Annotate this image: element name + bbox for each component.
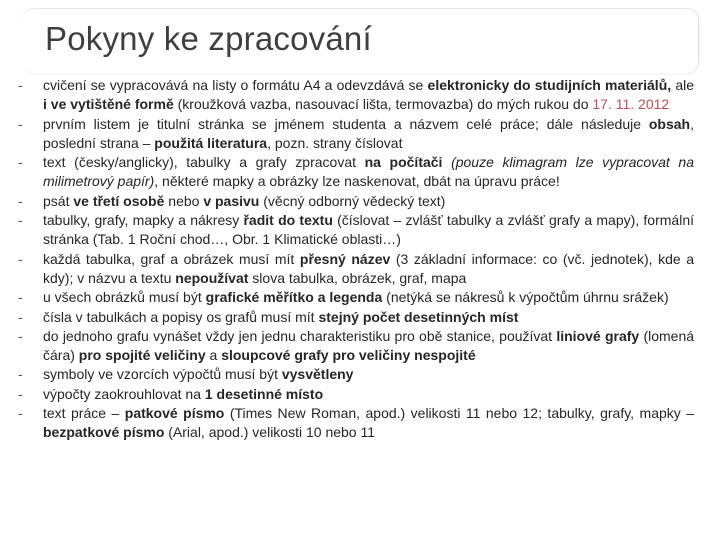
- bullet-text: každá tabulka, graf a obrázek musí mít: [43, 250, 300, 267]
- bullet-marker: -: [18, 308, 23, 325]
- bullet-marker: -: [18, 327, 23, 344]
- bullet-text: nebo: [164, 192, 204, 209]
- bullet-marker: -: [18, 289, 23, 306]
- bullet-item: [18, 115, 694, 154]
- bullet-text: , pozn. strany číslovat: [267, 134, 403, 151]
- bold-text: 1 desetinné místo: [204, 385, 324, 402]
- bullet-text: slova tabulka, obrázek, graf, mapa: [248, 269, 467, 286]
- bullet-text: prvním listem je titulní stránka se jménem studenta a názvem celé práce; dále následuje: [43, 115, 649, 132]
- bullet-text: výpočty zaokrouhlovat na: [43, 385, 205, 402]
- bullet-item: [18, 308, 694, 327]
- bold-text: obsah: [648, 115, 691, 132]
- bullet-text: , poslední strana –: [43, 115, 694, 151]
- bullet-marker: -: [18, 405, 23, 422]
- bold-text: stejný počet desetinných míst: [318, 308, 519, 325]
- bold-text: řadit do textu: [243, 212, 333, 229]
- bullet-text: (číslovat – zvlášť tabulky a zvlášť grafy a mapy), formální stránka (Tab. 1 Roční chod…, Obr. 1 Klimatické oblasti…): [43, 212, 694, 248]
- bullet-text: [442, 154, 451, 170]
- bullet-text: symboly ve vzorcích výpočtů musí být: [43, 366, 282, 383]
- bold-text: patkové písmo: [124, 405, 225, 422]
- bullet-text: psát: [43, 192, 74, 209]
- bullet-text: tabulky, grafy, mapky a nákresy: [43, 212, 244, 229]
- bullet-text: , některé mapky a obrázky lze naskenovat, dbát na úpravu práce!: [154, 173, 560, 190]
- bullet-item: [18, 404, 694, 443]
- bullet-item: [18, 192, 694, 211]
- bold-text: elektronicky do studijních materiálů,: [427, 77, 672, 93]
- bullet-list: [18, 76, 694, 443]
- italic-text: (pouze klimagram lze vypracovat na milimetrový papír): [43, 154, 694, 190]
- bold-text: i ve vytištěné formě: [43, 96, 174, 113]
- bullet-text: 17. 11. 2012: [592, 96, 670, 113]
- bold-text: sloupcové grafy pro veličiny nespojité: [221, 347, 476, 364]
- bullet-item: [18, 250, 694, 289]
- bullet-text: (věcný odborný vědecký text): [259, 192, 446, 209]
- bold-text: nepoužívat: [175, 269, 249, 286]
- bullet-item: [18, 76, 694, 115]
- bold-text: bezpatkové písmo: [43, 424, 165, 441]
- bullet-text: do jednoho grafu vynášet vždy jen jednu charakteristiku pro obě stanice, používat: [43, 327, 557, 344]
- bullet-text: cvičení se vypracovává na listy o formátu A4 a odevzdává se: [43, 77, 428, 93]
- bullet-item: [18, 153, 694, 192]
- bullet-item: [18, 288, 694, 307]
- bullet-item: [18, 385, 694, 404]
- bold-text: v pasivu: [203, 192, 260, 209]
- bullet-item: [18, 365, 694, 384]
- bullet-marker: -: [18, 385, 23, 402]
- bold-text: pro spojité veličiny: [78, 347, 206, 364]
- bullet-text: (lomená čára): [43, 327, 695, 364]
- bullet-marker: -: [18, 77, 23, 93]
- bullet-text: a: [205, 347, 222, 364]
- bold-text: grafické měřítko a legenda: [205, 289, 383, 306]
- bullet-text: (Arial, apod.) velikosti 10 nebo 11: [164, 424, 376, 441]
- bullet-marker: -: [18, 192, 23, 209]
- bullet-text: text práce –: [43, 405, 125, 422]
- bullet-text: (netýká se nákresů k výpočtům úhrnu srážek): [382, 289, 669, 306]
- bullet-text: (kroužková vazba, nasouvací lišta, termovazba) do mých rukou do: [173, 96, 593, 113]
- bullet-text: u všech obrázků musí být: [43, 289, 206, 306]
- bullet-marker: -: [18, 115, 23, 132]
- bullet-item: [18, 327, 694, 366]
- bold-text: přesný název: [299, 250, 391, 267]
- bold-text: vysvětleny: [281, 366, 354, 383]
- bullet-text: čísla v tabulkách a popisy os grafů musí mít: [43, 308, 319, 325]
- bullet-text: ale: [671, 77, 695, 93]
- bold-text: liniové grafy: [556, 327, 640, 344]
- bullet-item: [18, 211, 694, 250]
- bold-text: ve třetí osobě: [73, 192, 165, 209]
- bullet-marker: -: [18, 212, 23, 229]
- bold-text: na počítači: [364, 154, 443, 171]
- bullet-text: (3 základní informace: co (vč. jednotek), kde a kdy); v názvu a textu: [43, 250, 694, 286]
- bullet-text: (Times New Roman, apod.) velikosti 11 nebo 12; tabulky, grafy, mapky –: [224, 405, 695, 422]
- bullet-marker: -: [18, 154, 23, 171]
- bold-text: použitá literatura: [154, 134, 268, 151]
- bullet-marker: -: [18, 366, 23, 383]
- bullet-text: text (česky/anglicky), tabulky a grafy zpracovat: [43, 154, 365, 171]
- bullet-marker: -: [18, 250, 23, 267]
- slide-title: Pokyny ke zpracování: [45, 20, 372, 57]
